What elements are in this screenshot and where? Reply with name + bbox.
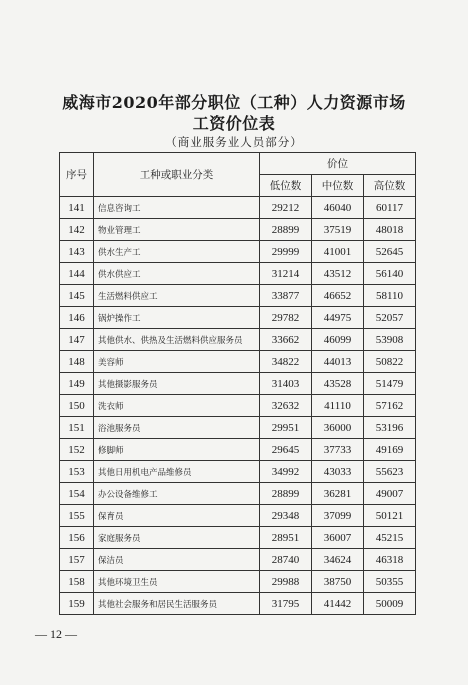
row-mid: 43033: [312, 461, 364, 483]
row-high: 58110: [364, 285, 416, 307]
row-index: 141: [60, 197, 94, 219]
row-mid: 41442: [312, 593, 364, 615]
row-mid: 38750: [312, 571, 364, 593]
row-mid: 46652: [312, 285, 364, 307]
row-category: 保育员: [94, 505, 260, 527]
row-category: 浴池服务员: [94, 417, 260, 439]
table-row: [60, 351, 416, 373]
row-index: 155: [60, 505, 94, 527]
row-index: 151: [60, 417, 94, 439]
table-row: [60, 571, 416, 593]
row-high: 57162: [364, 395, 416, 417]
row-category: 生活燃料供应工: [94, 285, 260, 307]
row-high: 53196: [364, 417, 416, 439]
row-high: 45215: [364, 527, 416, 549]
row-low: 29782: [260, 307, 312, 329]
row-low: 28951: [260, 527, 312, 549]
row-category: 其他摄影服务员: [94, 373, 260, 395]
row-category: 修脚师: [94, 439, 260, 461]
row-category: 其他社会服务和居民生活服务员: [94, 593, 260, 615]
header-price: 价位: [260, 153, 416, 175]
table-row: [60, 439, 416, 461]
row-index: 147: [60, 329, 94, 351]
table-row: [60, 329, 416, 351]
page-subtitle: （商业服务业人员部分）: [165, 135, 303, 149]
table-row: [60, 395, 416, 417]
table-body: [60, 197, 416, 615]
row-low: 28899: [260, 483, 312, 505]
row-high: 49169: [364, 439, 416, 461]
wage-table: [59, 152, 416, 615]
row-low: 29212: [260, 197, 312, 219]
row-category: 家庭服务员: [94, 527, 260, 549]
row-category: 其他日用机电产品维修员: [94, 461, 260, 483]
table-row: [60, 307, 416, 329]
table-row: [60, 483, 416, 505]
row-low: 32632: [260, 395, 312, 417]
row-category: 其他环境卫生员: [94, 571, 260, 593]
row-high: 53908: [364, 329, 416, 351]
row-low: 31795: [260, 593, 312, 615]
row-mid: 36281: [312, 483, 364, 505]
header-category: 工种或职业分类: [94, 153, 260, 197]
row-category: 其他供水、供热及生活燃料供应服务员: [94, 329, 260, 351]
table-row: [60, 593, 416, 615]
header-high: 高位数: [364, 175, 416, 197]
row-mid: 34624: [312, 549, 364, 571]
table-row: [60, 197, 416, 219]
row-mid: 46099: [312, 329, 364, 351]
row-index: 159: [60, 593, 94, 615]
row-high: 49007: [364, 483, 416, 505]
row-low: 29988: [260, 571, 312, 593]
row-category: 供水生产工: [94, 241, 260, 263]
table-row: [60, 505, 416, 527]
row-index: 145: [60, 285, 94, 307]
row-mid: 46040: [312, 197, 364, 219]
row-high: 60117: [364, 197, 416, 219]
row-index: 143: [60, 241, 94, 263]
row-low: 33662: [260, 329, 312, 351]
row-category: 办公设备维修工: [94, 483, 260, 505]
table-row: [60, 285, 416, 307]
row-mid: 37519: [312, 219, 364, 241]
row-low: 29951: [260, 417, 312, 439]
row-high: 56140: [364, 263, 416, 285]
row-index: 156: [60, 527, 94, 549]
row-index: 152: [60, 439, 94, 461]
row-high: 52645: [364, 241, 416, 263]
row-mid: 41110: [312, 395, 364, 417]
row-high: 55623: [364, 461, 416, 483]
row-index: 148: [60, 351, 94, 373]
row-index: 153: [60, 461, 94, 483]
row-low: 29348: [260, 505, 312, 527]
row-category: 洗衣师: [94, 395, 260, 417]
row-low: 34822: [260, 351, 312, 373]
row-high: 50009: [364, 593, 416, 615]
row-mid: 36000: [312, 417, 364, 439]
row-index: 154: [60, 483, 94, 505]
table-row: [60, 219, 416, 241]
row-index: 146: [60, 307, 94, 329]
row-low: 31214: [260, 263, 312, 285]
row-category: 供水供应工: [94, 263, 260, 285]
table-row: [60, 549, 416, 571]
table-row: [60, 373, 416, 395]
row-mid: 41001: [312, 241, 364, 263]
row-category: 锅炉操作工: [94, 307, 260, 329]
row-high: 50355: [364, 571, 416, 593]
row-high: 46318: [364, 549, 416, 571]
row-mid: 37733: [312, 439, 364, 461]
row-mid: 37099: [312, 505, 364, 527]
row-low: 31403: [260, 373, 312, 395]
row-mid: 44013: [312, 351, 364, 373]
table-row: [60, 527, 416, 549]
row-high: 50121: [364, 505, 416, 527]
row-high: 48018: [364, 219, 416, 241]
page-title-line2: 工资价位表: [192, 114, 276, 133]
row-low: 34992: [260, 461, 312, 483]
row-category: 信息咨询工: [94, 197, 260, 219]
header-mid: 中位数: [312, 175, 364, 197]
row-index: 158: [60, 571, 94, 593]
row-high: 50822: [364, 351, 416, 373]
row-low: 33877: [260, 285, 312, 307]
header-low: 低位数: [260, 175, 312, 197]
row-index: 150: [60, 395, 94, 417]
row-index: 157: [60, 549, 94, 571]
row-high: 51479: [364, 373, 416, 395]
row-category: 保洁员: [94, 549, 260, 571]
row-low: 28740: [260, 549, 312, 571]
row-low: 29999: [260, 241, 312, 263]
row-index: 149: [60, 373, 94, 395]
table-row: [60, 263, 416, 285]
table-row: [60, 461, 416, 483]
table-row: [60, 241, 416, 263]
row-category: 物业管理工: [94, 219, 260, 241]
row-mid: 36007: [312, 527, 364, 549]
page-number: — 12 —: [35, 627, 77, 641]
header-index: 序号: [60, 153, 94, 197]
row-low: 28899: [260, 219, 312, 241]
row-index: 144: [60, 263, 94, 285]
row-category: 美容师: [94, 351, 260, 373]
page-title: 威海市2020年部分职位（工种）人力资源市场: [62, 93, 406, 112]
row-mid: 43528: [312, 373, 364, 395]
row-index: 142: [60, 219, 94, 241]
row-high: 52057: [364, 307, 416, 329]
row-mid: 44975: [312, 307, 364, 329]
row-low: 29645: [260, 439, 312, 461]
table-row: [60, 417, 416, 439]
row-mid: 43512: [312, 263, 364, 285]
